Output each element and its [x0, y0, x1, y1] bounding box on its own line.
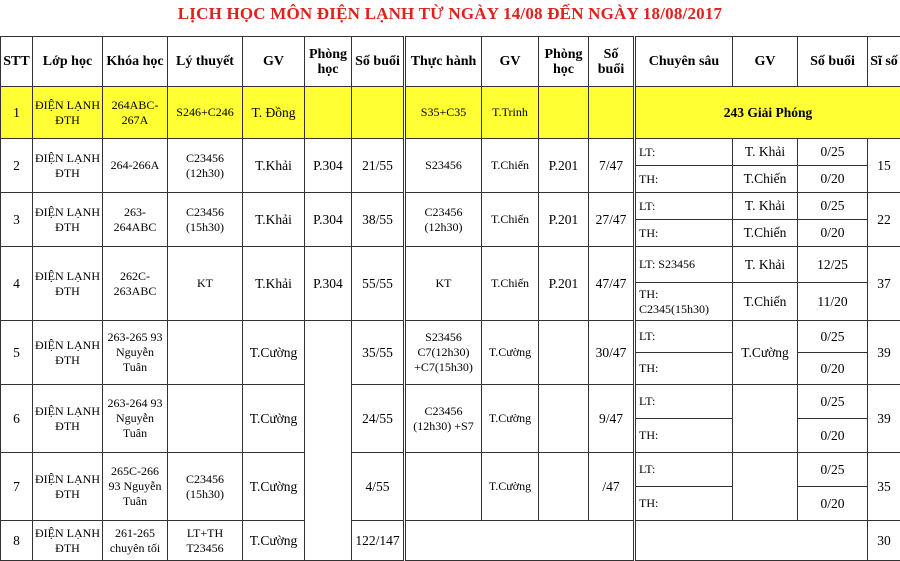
- cell-buoi2: 27/47: [589, 193, 635, 247]
- cell-phong2: P.201: [539, 139, 589, 193]
- cell-cs-buoi: 0/25: [798, 321, 868, 353]
- cell-siso: 35: [868, 453, 900, 521]
- cell-cs-gv: T. Khải: [733, 193, 798, 220]
- cell-gv2: T.Chiến: [482, 193, 539, 247]
- cell-siso: 37: [868, 247, 900, 321]
- cell-cs-buoi: 0/20: [798, 419, 868, 453]
- cell-lythuyet: LT+TH T23456: [168, 521, 243, 561]
- col-gv3: GV: [733, 37, 798, 87]
- cell-cs-type: TH:: [635, 220, 733, 247]
- cell-siso: 15: [868, 139, 900, 193]
- cell-buoi2: 47/47: [589, 247, 635, 321]
- cell-gv1: T.Khải: [243, 193, 305, 247]
- cell-lythuyet: C23456 (12h30): [168, 139, 243, 193]
- cell-lop: ĐIỆN LẠNH ĐTH: [33, 139, 103, 193]
- col-phong2: Phòng học: [539, 37, 589, 87]
- cell-cs-buoi: 0/20: [798, 166, 868, 193]
- cell-khoa: 264ABC-267A: [103, 87, 168, 139]
- table-row: [1, 193, 900, 220]
- cell-lop: ĐIỆN LẠNH ĐTH: [33, 87, 103, 139]
- page-title: LỊCH HỌC MÔN ĐIỆN LẠNH TỪ NGÀY 14/08 ĐẾN NGÀY 18/08/2017: [0, 4, 900, 24]
- cell-stt: 6: [1, 385, 33, 453]
- cell-cs-gv: T.Chiến: [733, 166, 798, 193]
- cell-khoa: 263-264 93 Nguyễn Tuân: [103, 385, 168, 453]
- cell-buoi2: [589, 87, 635, 139]
- cell-gv1: T.Cường: [243, 453, 305, 521]
- cell-buoi2: /47: [589, 453, 635, 521]
- cell-buoi2: 9/47: [589, 385, 635, 453]
- cell-cs-type: LT:: [635, 139, 733, 166]
- cell-buoi1: 35/55: [352, 321, 405, 385]
- cell-cs-type: TH:: [635, 166, 733, 193]
- cell-lythuyet: [168, 321, 243, 385]
- cell-cs-gv: T. Khải: [733, 247, 798, 283]
- cell-phong1: P.304: [305, 139, 352, 193]
- table-row: [1, 321, 900, 353]
- cell-phong1: P.304: [305, 247, 352, 321]
- cell-gv2: T.Cường: [482, 453, 539, 521]
- cell-khoa: 263-264ABC: [103, 193, 168, 247]
- cell-cs-type: LT:: [635, 321, 733, 353]
- cell-buoi2: 30/47: [589, 321, 635, 385]
- cell-buoi1: 21/55: [352, 139, 405, 193]
- cell-cs-buoi: 0/20: [798, 220, 868, 247]
- cell-phong1: [305, 87, 352, 139]
- cell-thuchanh: S23456: [405, 139, 482, 193]
- cell-cs-type: TH:: [635, 419, 733, 453]
- cell-cs-buoi: 0/20: [798, 487, 868, 521]
- cell-phong2-empty: [539, 385, 589, 453]
- cell-cs-type: LT:: [635, 385, 733, 419]
- cell-lop: ĐIỆN LẠNH ĐTH: [33, 521, 103, 561]
- cell-stt: 7: [1, 453, 33, 521]
- cell-thuchanh: S23456 C7(12h30) +C7(15h30): [405, 321, 482, 385]
- cell-gv1: T.Cường: [243, 521, 305, 561]
- cell-thuchanh: KT: [405, 247, 482, 321]
- cell-cs-buoi: 0/25: [798, 453, 868, 487]
- cell-phong2: P.201: [539, 247, 589, 321]
- table-row: [1, 385, 900, 419]
- table-row: [1, 453, 900, 487]
- col-siso: Sĩ số: [868, 37, 900, 87]
- cell-phong1: P.304: [305, 193, 352, 247]
- cell-lop: ĐIỆN LẠNH ĐTH: [33, 321, 103, 385]
- cell-lop: ĐIỆN LẠNH ĐTH: [33, 193, 103, 247]
- cell-cs-gv-empty: [733, 453, 798, 521]
- col-buoi3: Số buổi: [798, 37, 868, 87]
- cell-cs-gv-empty: [733, 385, 798, 453]
- cell-stt: 5: [1, 321, 33, 385]
- cell-buoi1: 38/55: [352, 193, 405, 247]
- cell-siso: 39: [868, 385, 900, 453]
- cell-siso: 30: [868, 521, 900, 561]
- cell-cs-buoi: 0/25: [798, 139, 868, 166]
- cell-gv1: T.Cường: [243, 321, 305, 385]
- cell-khoa: 261-265 chuyên tối: [103, 521, 168, 561]
- cell-phong2: P.201: [539, 193, 589, 247]
- header-row: [1, 37, 900, 87]
- col-buoi1: Số buổi: [352, 37, 405, 87]
- cell-buoi1: 4/55: [352, 453, 405, 521]
- col-gv1: GV: [243, 37, 305, 87]
- cell-khoa: 263-265 93 Nguyễn Tuân: [103, 321, 168, 385]
- cell-siso: 39: [868, 321, 900, 385]
- cell-lythuyet: KT: [168, 247, 243, 321]
- cell-buoi1: 122/147: [352, 521, 405, 561]
- cell-khoa: 264-266A: [103, 139, 168, 193]
- table-row: [1, 521, 900, 557]
- cell-cs-buoi: 0/25: [798, 193, 868, 220]
- cell-buoi1: 24/55: [352, 385, 405, 453]
- cell-stt: 2: [1, 139, 33, 193]
- cell-thuchanh: S35+C35: [405, 87, 482, 139]
- cell-cs-type: LT:: [635, 453, 733, 487]
- cell-lop: ĐIỆN LẠNH ĐTH: [33, 453, 103, 521]
- cell-phong1-empty: [305, 321, 352, 561]
- col-stt: STT: [1, 37, 33, 87]
- col-thuchanh: Thực hành: [405, 37, 482, 87]
- cell-gv2: T.Trinh: [482, 87, 539, 139]
- cell-thuchanh: [405, 453, 482, 521]
- cell-cs-type: TH: C2345(15h30): [635, 283, 733, 321]
- cell-thuchanh-empty: [405, 521, 635, 561]
- cell-cs-gv: T. Khải: [733, 139, 798, 166]
- cell-buoi1: 55/55: [352, 247, 405, 321]
- cell-gv1: T.Khải: [243, 247, 305, 321]
- col-lop: Lớp học: [33, 37, 103, 87]
- cell-thuchanh: C23456 (12h30) +S7: [405, 385, 482, 453]
- cell-gv2: T.Cường: [482, 385, 539, 453]
- cell-khoa: 262C-263ABC: [103, 247, 168, 321]
- cell-stt: 4: [1, 247, 33, 321]
- cell-cs-gv: T.Cường: [733, 321, 798, 385]
- col-chuyensau: Chuyên sâu: [635, 37, 733, 87]
- col-buoi2: Số buổi: [589, 37, 635, 87]
- col-gv2: GV: [482, 37, 539, 87]
- cell-stt: 3: [1, 193, 33, 247]
- cell-lythuyet: [168, 385, 243, 453]
- cell-gv1: T.Cường: [243, 385, 305, 453]
- col-phong1: Phòng học: [305, 37, 352, 87]
- cell-lythuyet: C23456 (15h30): [168, 193, 243, 247]
- cell-cs-buoi: 0/20: [798, 353, 868, 385]
- table-row: [1, 87, 900, 139]
- cell-gv1: T.Khải: [243, 139, 305, 193]
- cell-gv1: T. Đồng: [243, 87, 305, 139]
- cell-gv2: T.Cường: [482, 321, 539, 385]
- cell-cs-type: TH:: [635, 487, 733, 521]
- schedule-table: [0, 36, 900, 561]
- cell-cs-gv: T.Chiến: [733, 220, 798, 247]
- table-row: [1, 139, 900, 166]
- cell-stt: 8: [1, 521, 33, 561]
- table-row: [1, 247, 900, 283]
- col-khoa: Khóa học: [103, 37, 168, 87]
- cell-lythuyet: C23456 (15h30): [168, 453, 243, 521]
- cell-cs-gv: T.Chiến: [733, 283, 798, 321]
- cell-lop: ĐIỆN LẠNH ĐTH: [33, 247, 103, 321]
- cell-buoi2: 7/47: [589, 139, 635, 193]
- cell-cs-buoi: 0/25: [798, 385, 868, 419]
- cell-chuyensau-empty: [635, 521, 868, 561]
- cell-cs-buoi: 11/20: [798, 283, 868, 321]
- cell-phong2-empty: [539, 453, 589, 521]
- cell-phong2: [539, 87, 589, 139]
- cell-phong2-empty: [539, 321, 589, 385]
- cell-cs-type: LT:: [635, 193, 733, 220]
- cell-cs-type: TH:: [635, 353, 733, 385]
- cell-cs-buoi: 12/25: [798, 247, 868, 283]
- cell-stt: 1: [1, 87, 33, 139]
- cell-gv2: T.Chiến: [482, 139, 539, 193]
- cell-khoa: 265C-266 93 Nguyễn Tuân: [103, 453, 168, 521]
- cell-siso: 22: [868, 193, 900, 247]
- cell-gv2: T.Chiến: [482, 247, 539, 321]
- cell-buoi1: [352, 87, 405, 139]
- cell-lythuyet: S246+C246: [168, 87, 243, 139]
- cell-cs-type: LT: S23456: [635, 247, 733, 283]
- col-lythuyet: Lý thuyết: [168, 37, 243, 87]
- cell-thuchanh: C23456 (12h30): [405, 193, 482, 247]
- cell-chuyensau-location: 243 Giải Phóng: [635, 87, 900, 139]
- cell-lop: ĐIỆN LẠNH ĐTH: [33, 385, 103, 453]
